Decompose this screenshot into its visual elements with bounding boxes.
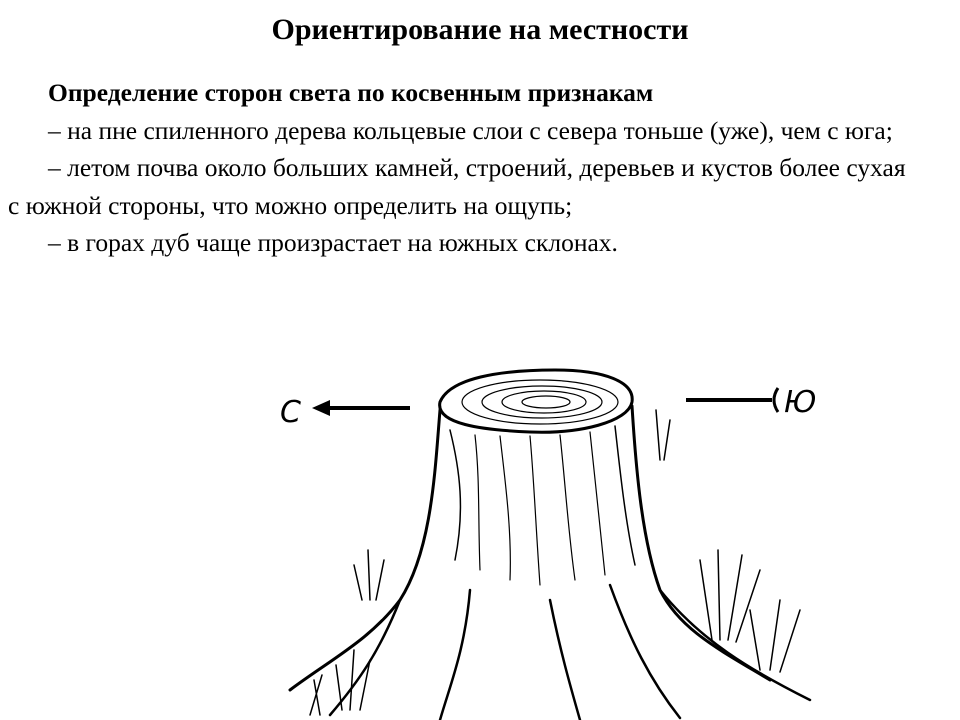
north-label: С [280, 395, 301, 430]
south-label: Ю [784, 385, 817, 420]
slide-content [8, 74, 908, 262]
list-item-tree-rings: – на пне спиленного дерева кольцевые слои с севера тоньше (уже), чем с юга; [48, 115, 893, 145]
tree-stump-illustration [250, 350, 850, 720]
list-item-soil-dryness: – летом почва около больших камней, строений, деревьев и кустов более сухая с южной стороны, что можно определить на ощупь; [8, 153, 906, 220]
list-item-oak-slopes: – в горах дуб чаще произрастает на южных склонах. [48, 228, 618, 257]
slide-title: Ориентирование на местности [271, 13, 689, 46]
section-subtitle: Определение сторон света по косвенным признакам [48, 78, 654, 107]
north-arrow-icon [312, 400, 410, 416]
stump-drawing [290, 370, 810, 720]
south-arrow-icon [686, 388, 778, 412]
